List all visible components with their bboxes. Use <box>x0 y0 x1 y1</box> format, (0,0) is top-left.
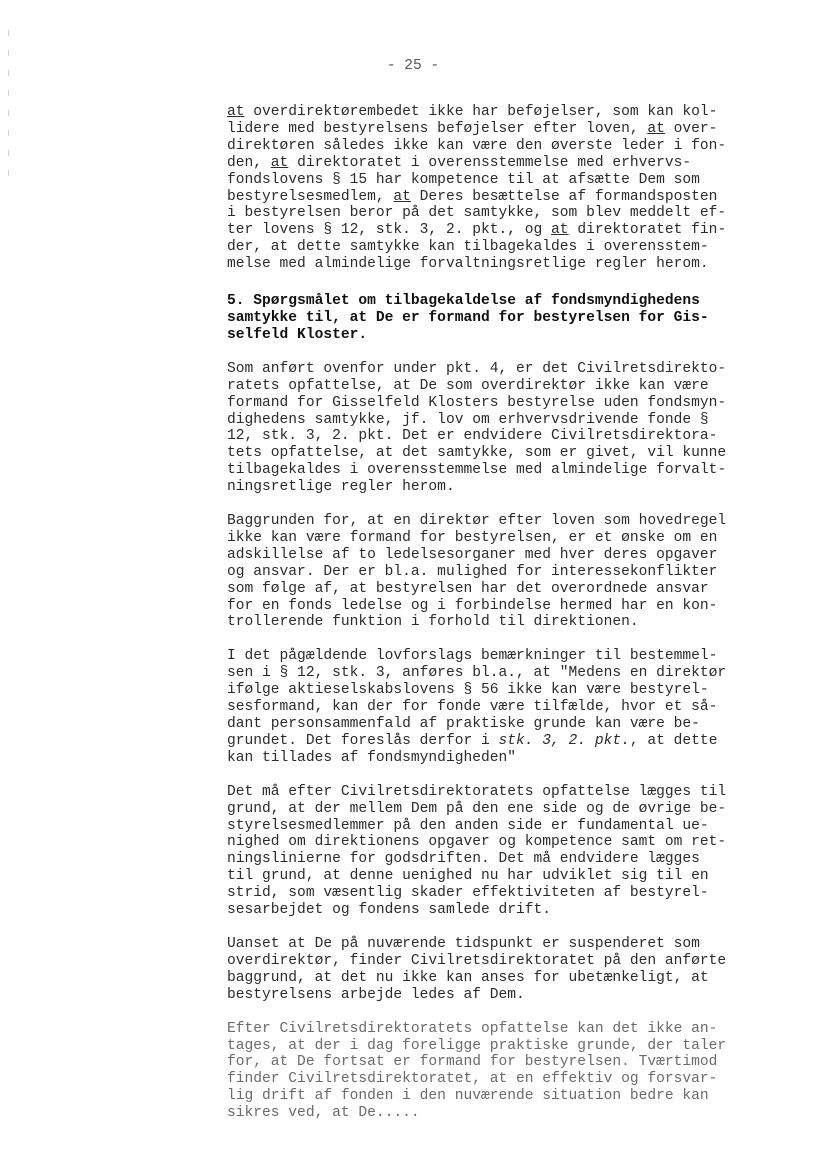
text-line: bestyrelsesmedlem, at Deres besættelse af formandsposten <box>227 188 718 205</box>
text-line: den, at direktoratet i overensstemmelse med erhvervs- <box>227 154 692 171</box>
paragraph <box>227 1021 807 1122</box>
text-line: finder Civilretsdirektoratet, at en effektiv og forsvar- <box>227 1071 718 1088</box>
text-line: tets opfattelse, at det samtykke, som er givet, vil kunne <box>227 445 727 462</box>
text-line: Som anført ovenfor under pkt. 4, er det Civilretsdirekto- <box>227 360 727 377</box>
page-number: - 25 - <box>386 58 440 74</box>
heading-line: 5. Spørgsmålet om tilbagekaldelse af fondsmyndighedens <box>227 293 700 310</box>
text-line: grund, at der mellem Dem på den ene side og de øvrige be- <box>227 800 727 817</box>
text-line: trollerende funktion i forhold til direktionen. <box>227 614 639 631</box>
text-line: i bestyrelsen beror på det samtykke, som blev meddelt ef- <box>227 205 727 222</box>
text-line: melse med almindelige forvaltningsretlige regler herom. <box>227 256 709 273</box>
text-line: til grund, at denne uenighed nu har udviklet sig til en <box>227 868 709 885</box>
text-line: Efter Civilretsdirektoratets opfattelse kan det ikke an- <box>227 1020 718 1037</box>
text-line: Det må efter Civilretsdirektoratets opfattelse lægges til <box>227 783 727 800</box>
text-line: grundet. Det foreslås derfor i stk. 3, 2. pkt., at dette <box>227 732 718 749</box>
paragraph <box>227 513 807 631</box>
text-line: dant personsammenfald af praktiske grunde kan være be- <box>227 716 700 732</box>
text-line: ifølge aktieselskabslovens § 56 ikke kan være bestyrel- <box>227 682 709 699</box>
text-line: tilbagekaldes i overensstemmelse med almindelige forvalt- <box>227 462 727 479</box>
text-line: ningsretlige regler herom. <box>227 479 455 496</box>
text-line: at overdirektørembedet ikke har beføjelser, som kan kol- <box>227 104 718 120</box>
text-line: bestyrelsens arbejde ledes af Dem. <box>227 986 525 1003</box>
paragraph <box>227 361 807 496</box>
text-line: 12, stk. 3, 2. pkt. Det er endvidere Civilretsdirektora- <box>227 428 718 445</box>
text-line: lidere med bestyrelsens beføjelser efter loven, at over- <box>227 120 718 137</box>
text-line: sesformand, kan der for fonde være tilfælde, hvor et så- <box>227 699 718 716</box>
text-line: sen i § 12, stk. 3, anføres bl.a., at "Medens en direktør <box>227 665 727 682</box>
text-line: tages, at der i dag foreligge praktiske grunde, der taler <box>227 1037 727 1054</box>
text-line: ter lovens § 12, stk. 3, 2. pkt., og at direktoratet fin- <box>227 222 727 239</box>
scan-margin-marks <box>8 30 11 210</box>
text-line: strid, som væsentlig skader effektiviteten af bestyrel- <box>227 885 709 902</box>
text-line: dighedens samtykke, jf. lov om erhvervsdrivende fonde § <box>227 411 709 428</box>
text-line: overdirektør, finder Civilretsdirektoratet på den anførte <box>227 952 727 969</box>
heading-line: samtykke til, at De er formand for bestyrelsen for Gis- <box>227 309 709 326</box>
text-line: baggrund, at det nu ikke kan anses for ubetænkeligt, at <box>227 969 709 986</box>
heading-line: selfeld Kloster. <box>227 326 368 343</box>
text-line: kan tillades af fondsmyndigheden" <box>227 749 517 766</box>
text-line: der, at dette samtykke kan tilbagekaldes i overensstem- <box>227 239 709 256</box>
document-body <box>227 104 807 1122</box>
paragraph <box>227 648 807 766</box>
text-line: ikke kan være formand for bestyrelsen, er et ønske om en <box>227 529 718 546</box>
section-heading <box>227 293 807 344</box>
paragraph-continuation <box>227 104 807 273</box>
text-line: sesarbejdet og fondens samlede drift. <box>227 902 552 919</box>
text-line: og ansvar. Der er bl.a. mulighed for interessekonflikter <box>227 563 718 580</box>
text-line: for, at De fortsat er formand for bestyrelsen. Tværtimod <box>227 1054 718 1071</box>
text-line: nighed om direktionens opgaver og kompetence samt om ret- <box>227 834 727 851</box>
paragraph <box>227 784 807 919</box>
text-line: adskillelse af to ledelsesorganer med hver deres opgaver <box>227 546 718 563</box>
text-line: fondslovens § 15 har kompetence til at afsætte Dem som <box>227 171 700 188</box>
text-line: I det pågældende lovforslags bemærkninger til bestemmel- <box>227 648 718 665</box>
text-line: styrelsesmedlemmer på den anden side er fundamental ue- <box>227 817 709 834</box>
text-line: for en fonds ledelse og i forbindelse hermed har en kon- <box>227 597 718 614</box>
text-line: Uanset at De på nuværende tidspunkt er suspenderet som <box>227 935 700 952</box>
text-line: Baggrunden for, at en direktør efter loven som hovedregel <box>227 513 727 530</box>
text-line: ratets opfattelse, at De som overdirektør ikke kan være <box>227 377 709 394</box>
text-line: formand for Gisselfeld Klosters bestyrelse uden fondsmyn- <box>227 394 727 411</box>
text-line: direktøren således ikke kan være den øverste leder i fon- <box>227 137 727 154</box>
text-line: ningslinierne for godsdriften. Det må endvidere lægges <box>227 851 700 868</box>
paragraph <box>227 936 807 1004</box>
text-line: sikres ved, at De..... <box>227 1105 420 1122</box>
text-line: som følge af, at bestyrelsen har det overordnede ansvar <box>227 580 709 597</box>
text-line: lig drift af fonden i den nuværende situation bedre kan <box>227 1088 709 1105</box>
